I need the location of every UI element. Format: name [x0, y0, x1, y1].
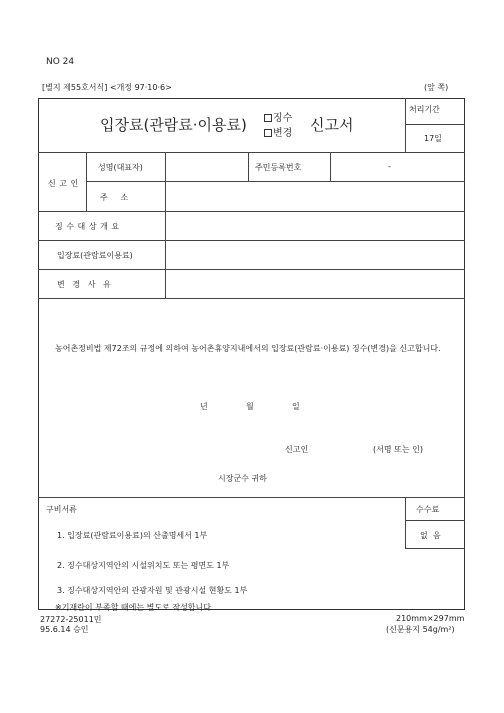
declaration-text: 농어촌정비법 제72조의 규정에 의하여 농어촌휴양지내에서의 입장료(관람료·이용료) 징수(변경)을 신고합니다. [55, 344, 441, 353]
documents-note: ※기재란이 부족할 때에는 별도로 작성합니다. [55, 603, 214, 612]
overview-label: 징 수 대 상 개 요 [55, 222, 120, 231]
divider-fee-bottom [38, 269, 465, 270]
footer-paper: (신문용지 54g/m²) [386, 625, 455, 634]
divider-title-right [405, 98, 406, 152]
reporter-label: 신 고 인 [48, 179, 79, 188]
checkbox-change[interactable] [264, 129, 272, 137]
processing-period-value: 17일 [424, 134, 442, 143]
processing-period-label: 처리기간 [409, 105, 440, 114]
form-title-main: 입장료(관람료·이용료) [100, 116, 247, 134]
document-item-3: 3. 징수대상지역안의 관광자원 및 관광시설 현황도 1부 [57, 586, 248, 595]
divider-fee-box-bottom [405, 548, 465, 549]
form-title-suffix: 신고서 [310, 116, 354, 134]
date-year: 년 [200, 402, 208, 411]
divider-rrn-label-left [248, 152, 249, 181]
footer-code: 27272-25011민 [40, 615, 102, 624]
fee-box-value: 없 음 [420, 531, 441, 540]
signature-note: (서명 또는 인) [373, 445, 423, 454]
divider-rrn-label-right [330, 152, 331, 181]
footer-size: 210mm×297mm [396, 614, 465, 623]
divider-title-bottom [38, 152, 405, 153]
address-label: 주 소 [100, 193, 129, 202]
divider-name-row [86, 181, 465, 182]
checkbox-collect[interactable] [264, 114, 272, 122]
divider-name-label [165, 152, 166, 211]
divider-rows-label [165, 211, 166, 298]
name-label: 성명(대표자) [98, 163, 143, 172]
document-number: NO 24 [46, 57, 75, 67]
divider-statement-bottom [38, 497, 465, 498]
divider-fee-box-left [405, 497, 406, 548]
fee-box-label: 수수료 [416, 505, 440, 514]
front-label: (앞 쪽) [424, 83, 449, 92]
document-item-1: 1. 입장료(관람료이용료)의 산출명세서 1부 [57, 531, 208, 540]
date-month: 월 [246, 402, 254, 411]
divider-reason-bottom [38, 298, 465, 299]
divider-reporter-bottom [38, 211, 465, 212]
option-collect[interactable]: 징수 [264, 109, 292, 124]
form-reference: [별지 제55호서식] <개정 97·10·6> [42, 83, 172, 92]
signature-label: 신고인 [285, 445, 309, 454]
date-day: 일 [292, 402, 300, 411]
footer-approval: 95.6.14 승인 [40, 625, 89, 634]
divider-processing [405, 124, 465, 125]
rrn-label: 주민등록번호 [255, 163, 302, 172]
divider-fee-box [405, 520, 465, 521]
option-change[interactable]: 변경 [264, 124, 292, 139]
document-item-2: 2. 징수대상지역안의 시설위치도 또는 평면도 1부 [57, 561, 230, 570]
reason-label: 변 경 사 유 [57, 280, 111, 289]
rrn-separator: - [388, 162, 391, 171]
divider-overview-bottom [38, 240, 465, 241]
divider-reporter-label [86, 152, 87, 211]
documents-label: 구비서류 [46, 505, 77, 514]
divider-processing-bottom [405, 152, 465, 153]
addressee: 시장군수 귀하 [218, 474, 267, 483]
fee-label: 입장료(관람료이용료) [57, 251, 133, 260]
